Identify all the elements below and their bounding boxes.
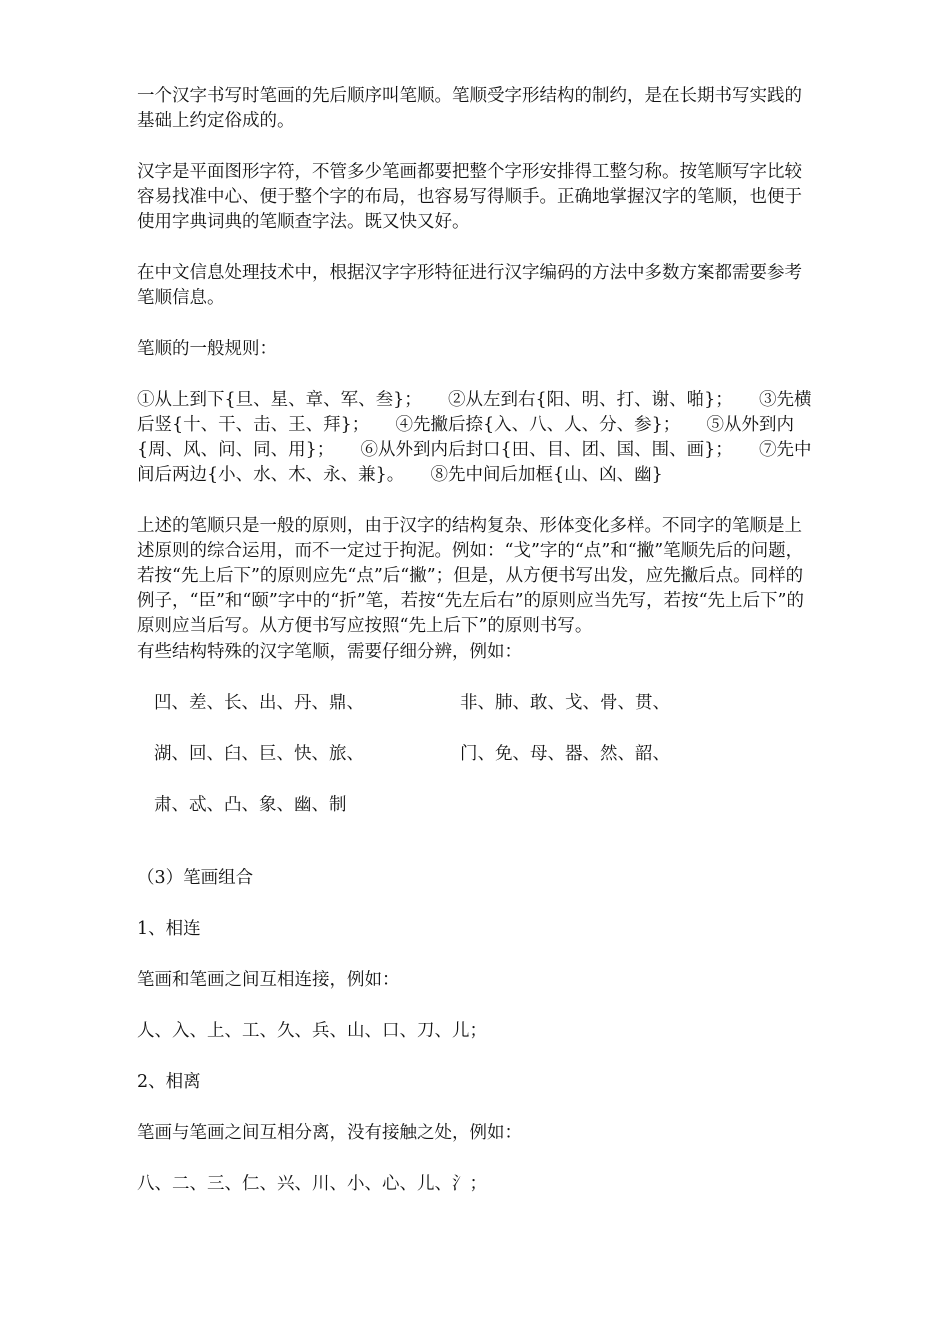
subsection-desc-connected: 笔画和笔画之间互相连接，例如： [137, 970, 400, 990]
special-chars-right: 门、免、母、器、然、韶、 [460, 744, 670, 764]
paragraph-exceptions: 上述的笔顺只是一般的原则，由于汉字的结构复杂、形体变化多样。不同字的笔顺是上述原则的综合运用，而不一定过于拘泥。例如：“戈”字的“点”和“撇”笔顺先后的问题，若按“先上后下”的原则应先“点”后“撇”；但是，从方便书写出发，应先撇后点。同样的例子，“臣”和“颐”字中的“折”笔，若按“先左后右”的原则应当先写，若按“先上后下”的原则应当后写。从方便书写应按照“先上后下”的原则书写。 [137, 516, 804, 636]
special-chars-row-3 [154, 793, 817, 818]
paragraph-rules-title: 笔顺的一般规则： [137, 339, 277, 359]
stroke-order-rules: ①从上到下{旦、星、章、军、叁}； ②从左到右{阳、明、打、谢、啪}； ③先横后竖{十、干、击、王、拜}； ④先撇后捺{入、八、人、分、参}； ⑤从外到内{周、风、问、同、用}； ⑥从外到内后封口{田、目、团、国、围、画}； ⑦先中间后两边{小、水、木、永、兼}。 ⑧先中间后加框{山、凶、幽} [137, 390, 812, 485]
paragraph-encoding: 在中文信息处理技术中，根据汉字字形特征进行汉字编码的方法中多数方案都需要参考笔顺信息。 [137, 263, 802, 308]
special-chars-left: 肃、忒、凸、象、幽、制 [154, 795, 347, 815]
paragraph-intro: 一个汉字书写时笔画的先后顺序叫笔顺。笔顺受字形结构的制约，是在长期书写实践的基础上约定俗成的。 [137, 86, 802, 131]
document-page [137, 84, 817, 1197]
special-chars-left: 凹、差、长、出、丹、鼎、 [154, 693, 364, 713]
subsection-title-connected: 1、相连 [137, 919, 201, 939]
special-chars-left: 湖、回、臼、巨、快、旅、 [154, 744, 364, 764]
paragraph-special-intro: 有些结构特殊的汉字笔顺，需要仔细分辨，例如： [137, 642, 522, 662]
examples-separated: 八、二、三、仁、兴、川、小、心、儿、氵； [137, 1174, 487, 1194]
paragraph-structure: 汉字是平面图形字符，不管多少笔画都要把整个字形安排得工整匀称。按笔顺写字比较容易找准中心、便于整个字的布局，也容易写得顺手。正确地掌握汉字的笔顺，也便于使用字典词典的笔顺查字法。既又快又好。 [137, 162, 802, 232]
special-chars-row-2 [154, 742, 817, 767]
examples-connected: 人、入、上、工、久、兵、山、口、刀、儿； [137, 1021, 487, 1041]
special-chars-right: 非、肺、敢、戈、骨、贯、 [460, 693, 670, 713]
subsection-desc-separated: 笔画与笔画之间互相分离，没有接触之处，例如： [137, 1123, 522, 1143]
subsection-title-separated: 2、相离 [137, 1072, 201, 1092]
section-heading: （3）笔画组合 [137, 868, 254, 888]
special-chars-row-1 [154, 691, 817, 716]
